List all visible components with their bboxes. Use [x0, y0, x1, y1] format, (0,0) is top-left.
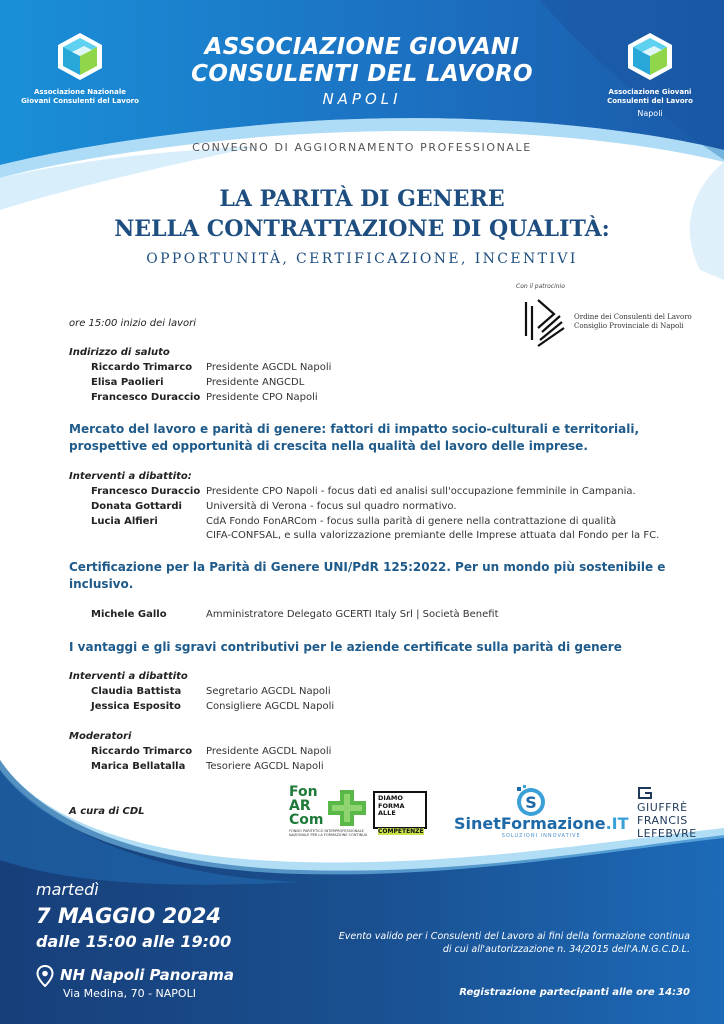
- logo-left-line1: Associazione Nazionale: [33, 88, 126, 96]
- green-cross-icon: [328, 790, 366, 826]
- ordine-line2: Consiglio Provinciale di Napoli: [574, 322, 684, 330]
- speaker-name: Michele Gallo: [91, 609, 167, 620]
- logo-right-line2: Consulenti del Lavoro: [607, 97, 693, 105]
- speaker-role: Università di Verona - focus sul quadro normativo.: [206, 501, 457, 512]
- header-title-line1: ASSOCIAZIONE GIOVANI: [204, 34, 520, 60]
- header-title-line3: NAPOLI: [322, 90, 402, 108]
- speaker-role: Consigliere AGCDL Napoli: [206, 701, 335, 712]
- interventi3-label: Interventi a dibattito: [69, 671, 188, 682]
- diamo-line1: DIAMO: [378, 794, 403, 802]
- section-heading-2: Certificazione per la Parità di Genere UNI/PdR 125:2022. Per un mondo più sostenibile e inclusivo.: [69, 560, 666, 591]
- fonarcom-small: FONDO PARITETICO INTERPROFESSIONALE NAZIONALE PER LA FORMAZIONE CONTINUA: [289, 829, 368, 837]
- fonarcom-fon: Fon: [289, 784, 318, 800]
- location-pin-icon: [36, 965, 54, 987]
- fonarcom-ar: AR: [289, 798, 311, 814]
- giuffre-line1: GIUFFRÈ: [637, 801, 688, 814]
- speaker-role: Presidente CPO Napoli: [206, 392, 318, 403]
- speaker-role: Presidente ANGCDL: [206, 377, 305, 388]
- speaker-role: Amministratore Delegato GCERTI Italy Srl | Società Benefit: [206, 609, 499, 620]
- moderatori-label: Moderatori: [69, 731, 132, 742]
- sinet-sub: SOLUZIONI INNOVATIVE: [501, 833, 581, 839]
- start-time: ore 15:00 inizio dei lavori: [69, 318, 197, 329]
- svg-text:S: S: [525, 793, 537, 812]
- note-line2: di cui all'autorizzazione n. 34/2015 dell'A.N.G.C.D.L.: [442, 944, 690, 955]
- event-subtitle: CONVEGNO DI AGGIORNAMENTO PROFESSIONALE: [192, 141, 532, 154]
- speaker-role: Presidente CPO Napoli - focus dati ed analisi sull'occupazione femminile in Campania.: [206, 486, 636, 497]
- giuffre-logo: [637, 801, 697, 840]
- event-title-line3: OPPORTUNITÀ, CERTIFICAZIONE, INCENTIVI: [146, 251, 578, 267]
- event-day: martedì: [36, 880, 99, 899]
- speaker-name: Jessica Esposito: [91, 701, 181, 712]
- interventi1-label: Interventi a dibattito:: [69, 471, 192, 482]
- note-line1: Evento valido per i Consulenti del Lavoro ai fini della formazione continua: [338, 931, 690, 942]
- giuffre-g-icon: [637, 786, 653, 800]
- event-title-line2: NELLA CONTRATTAZIONE DI QUALITÀ:: [114, 216, 610, 242]
- logo-right-line1: Associazione Giovani: [608, 88, 692, 96]
- ordine-line1: Ordine dei Consulenti del Lavoro: [574, 313, 692, 321]
- speaker-name: Claudia Battista: [91, 686, 182, 697]
- sinet-s-icon: [514, 785, 548, 817]
- speaker-role: CdA Fondo FonARCom - focus sulla parità di genere nella contrattazione di qualità: [206, 516, 617, 527]
- speaker-name: Francesco Duraccio: [91, 486, 201, 497]
- header-title-line2: CONSULENTI DEL LAVORO: [191, 61, 533, 87]
- section-heading-3: I vantaggi e gli sgravi contributivi per le aziende certificate sulla parità di genere: [69, 640, 622, 654]
- event-title-line1: LA PARITÀ DI GENERE: [219, 186, 505, 212]
- speaker-name: Marica Bellatalla: [91, 761, 186, 772]
- giuffre-line2: FRANCIS: [637, 814, 688, 827]
- fonarcom-com: Com: [289, 812, 324, 828]
- ordine-logo-icon: [520, 296, 570, 348]
- event-address: Via Medina, 70 - NAPOLI: [63, 987, 196, 1000]
- speaker-role-cont: CIFA-CONFSAL, e sulla valorizzazione premiante delle Imprese attuata dal Fondo per la FC.: [206, 530, 660, 541]
- diamo-line2: FORMA: [378, 801, 405, 810]
- accreditation-note: [300, 930, 690, 956]
- speaker-name: Francesco Duraccio: [91, 392, 201, 403]
- saluto-label: Indirizzo di saluto: [69, 347, 170, 358]
- diamo-line4: COMPETENZE: [378, 827, 424, 835]
- registration-time: Registrazione partecipanti alle ore 14:30: [459, 987, 690, 998]
- sinet-logo: [454, 814, 629, 839]
- speaker-name: Riccardo Trimarco: [91, 746, 193, 757]
- diamo-forma-logo: [373, 791, 427, 835]
- event-time: dalle 15:00 alle 19:00: [36, 932, 232, 951]
- speaker-role: Presidente AGCDL Napoli: [206, 746, 332, 757]
- speaker-role: Presidente AGCDL Napoli: [206, 362, 332, 373]
- event-date: 7 MAGGIO 2024: [36, 904, 221, 928]
- speaker-name: Donata Gottardi: [91, 501, 182, 512]
- speaker-name: Riccardo Trimarco: [91, 362, 193, 373]
- logo-right-line3: Napoli: [637, 109, 663, 118]
- event-venue: NH Napoli Panorama: [60, 966, 234, 984]
- patrocinio-label: Con il patrocinio: [516, 283, 565, 290]
- ordine-text: [574, 313, 692, 331]
- diamo-line3: ALLE: [378, 809, 396, 817]
- speaker-name: Elisa Paolieri: [91, 377, 164, 388]
- speaker-role: Segretario AGCDL Napoli: [206, 686, 331, 697]
- speaker-name: Lucia Alfieri: [91, 516, 158, 527]
- logo-left-line2: Giovani Consulenti del Lavoro: [21, 97, 139, 105]
- speaker-role: Tesoriere AGCDL Napoli: [206, 761, 324, 772]
- cura-label: A cura di CDL: [69, 806, 145, 817]
- section-heading-1: Mercato del lavoro e parità di genere: fattori di impatto socio-culturali e territoriali, prospettive ed opportunità di crescita nella qualità del lavoro delle imprese.: [69, 422, 640, 453]
- sinet-it: .IT: [605, 814, 629, 833]
- giuffre-line3: LEFEBVRE: [637, 827, 697, 840]
- sinet-main: SinetFormazione: [454, 814, 606, 833]
